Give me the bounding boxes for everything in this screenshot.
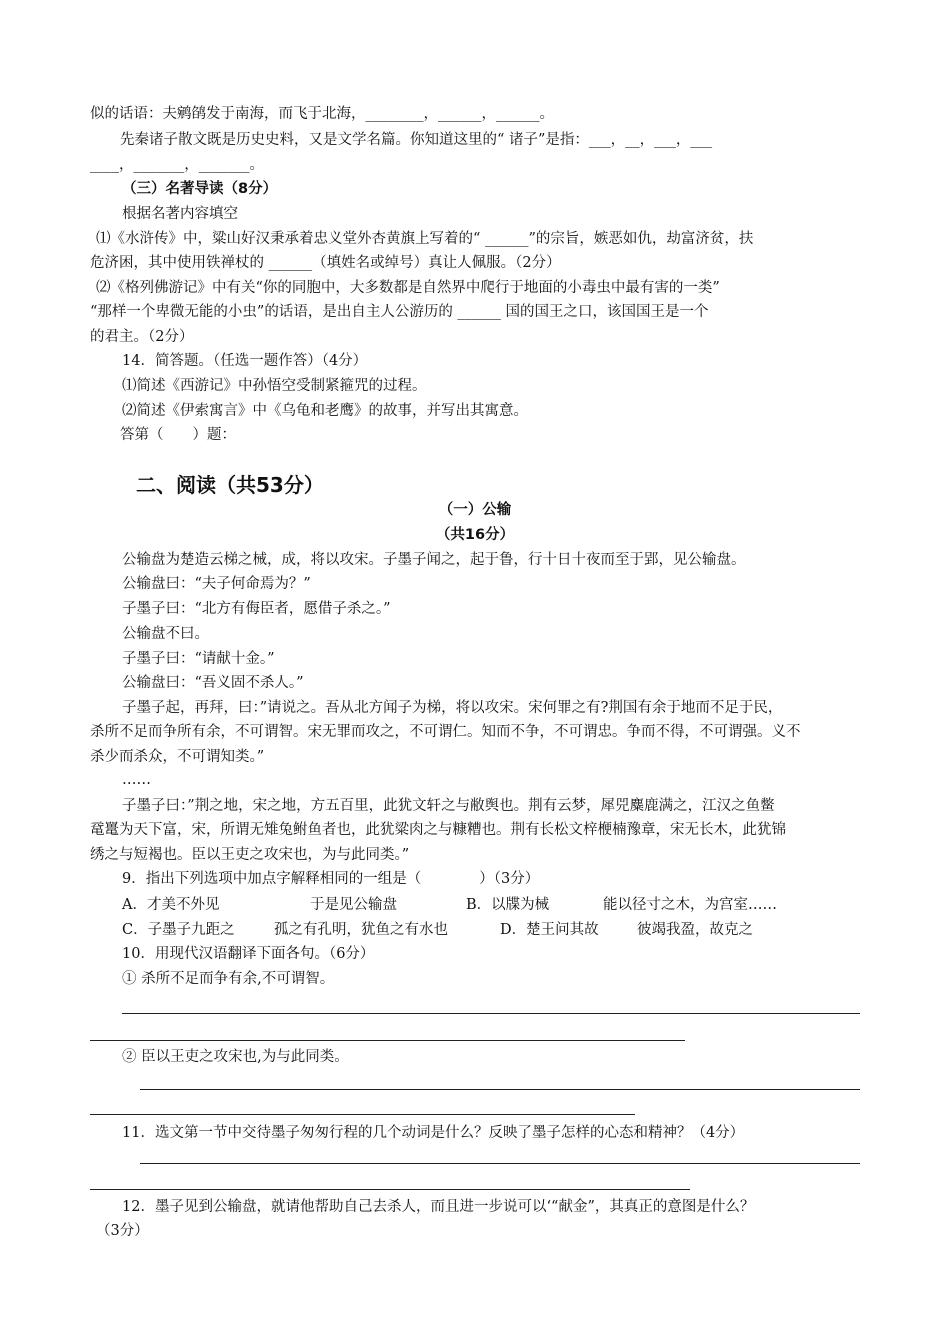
- option-c: C．子墨子九距之: [122, 922, 235, 938]
- option-d: D．楚王问其故: [500, 922, 599, 938]
- passage-line: 公输盘曰：“夫子何命焉为？”: [122, 576, 311, 592]
- passage-points: （共16分）: [435, 527, 515, 543]
- sentence-to-translate: ② 臣以王吏之攻宋也,为与此同类。: [122, 1049, 349, 1065]
- question-text: 的君主。（2分）: [90, 329, 194, 345]
- question-12: 12．墨子见到公输盘，就请他帮助自己去杀人，而且进一步说可以‘“献金”，其真正的意图是什么？: [122, 1199, 755, 1215]
- question-text: 危济困，其中使用铁禅杖的 ______（填姓名或绰号）真让人佩服。（2分）: [90, 255, 561, 271]
- passage-line: 绣之与短褐也。臣以王吏之攻宋也，为与此同类。”: [90, 847, 410, 863]
- section-heading: 二、阅读（共53分）: [136, 473, 324, 497]
- passage-line: 公输盘曰：“吾义固不杀人。”: [122, 675, 304, 691]
- subheading-classics: （三）名著导读（8分）: [122, 181, 278, 197]
- option-d: 彼竭我盈，故克之: [637, 922, 753, 938]
- option-c: 孤之有孔明，犹鱼之有水也: [274, 922, 448, 938]
- question-option: ⑴简述《西游记》中孙悟空受制紧箍咒的过程。: [122, 378, 427, 394]
- fill-in-line: 先秦诸子散文既是历史史料，又是文学名篇。你知道这里的“ 诸子”是指：___，__，___，___: [120, 132, 713, 148]
- answer-line[interactable]: [90, 1189, 690, 1190]
- passage-line: 子墨子曰：“北方有侮臣者，愿借子杀之。”: [122, 601, 391, 617]
- passage-title: （一）公输: [438, 502, 512, 518]
- passage-line: 子墨子曰：“请献十金。”: [122, 651, 275, 667]
- fill-in-line: ____，_______，_______。: [90, 157, 264, 173]
- question-10: 10．用现代汉语翻译下面各句。（6分）: [122, 946, 375, 962]
- question-text: ⑵《格列佛游记》中有关“你的同胞中，大多数都是自然界中爬行于地面的小毒虫中最有害的一类”: [96, 280, 720, 296]
- option-b: 能以径寸之木，为宫室……: [603, 897, 777, 913]
- ellipsis: ……: [122, 772, 151, 788]
- question-text: “那样一个卑微无能的小虫”的话语，是出自主人公游历的 ______ 国的国王之口，该国国王是一个: [90, 304, 709, 320]
- fill-in-line: 似的话语：夫鹓鹐发于南海，而飞于北海，________，______，______。: [90, 106, 554, 122]
- passage-line: 杀所不足而争所有余，不可谓智。宋无罪而攻之，不可谓仁。知而不争，不可谓忠。争而不得，不可谓强。义不: [90, 724, 801, 740]
- question-option: ⑵简述《伊索寓言》中《乌龟和老鹰》的故事，并写出其寓意。: [122, 403, 528, 419]
- answer-line[interactable]: [90, 1040, 685, 1041]
- passage-line: 子墨子起，再拜，曰：”请说之。吾从北方闻子为梯，将以攻宋。宋何罪之有?荆国有余于地而不足于民，: [122, 700, 783, 716]
- passage-line: 公输盘为楚造云梯之械，成，将以攻宋。子墨子闻之，起于鲁，行十日十夜而至于郢，见公输盘。: [122, 552, 746, 568]
- option-a: A．才美不外见: [122, 897, 220, 913]
- instruction-text: 根据名著内容填空: [122, 206, 238, 222]
- option-a: 于是见公输盘: [310, 897, 397, 913]
- question-11: 11．选文第一节中交待墨子匆匆行程的几个动词是什么？反映了墨子怎样的心态和精神？（4分）: [122, 1125, 745, 1141]
- question-12: （3分）: [96, 1223, 149, 1239]
- answer-line[interactable]: [122, 1013, 860, 1014]
- answer-line[interactable]: [90, 1114, 635, 1115]
- question-9: 9．指出下列选项中加点字解释相同的一组是（ ）（3分）: [122, 871, 540, 887]
- sentence-to-translate: ① 杀所不足而争有余,不可谓智。: [122, 971, 335, 987]
- passage-line: 子墨子曰：”荆之地，宋之地，方五百里，此犹文轩之与敝舆也。荆有云梦，犀兕麋鹿满之，江汉之鱼鳖: [122, 798, 775, 814]
- question-text: ⑴《水浒传》中，粱山好汉秉承着忠义堂外杏黄旗上写着的“ ______”的宗旨，嫉恶如仇，劫富济贫，扶: [96, 231, 754, 247]
- option-b: B．以牒为械: [466, 897, 550, 913]
- passage-line: 公输盘不曰。: [122, 626, 209, 642]
- passage-line: 鼋鼍为天下富，宋，所谓无雉兔鲋鱼者也，此犹粱肉之与糠糟也。荆有长松文梓楩楠豫章，宋无长木，此犹锦: [90, 822, 786, 838]
- answer-line[interactable]: [140, 1163, 860, 1164]
- answer-line[interactable]: [140, 1089, 860, 1090]
- passage-line: 杀少而杀众，不可谓知类。”: [90, 749, 265, 765]
- answer-prompt: 答第（ ）题：: [120, 427, 236, 443]
- question-14: 14．简答题。（任选一题作答）（4分）: [122, 353, 368, 369]
